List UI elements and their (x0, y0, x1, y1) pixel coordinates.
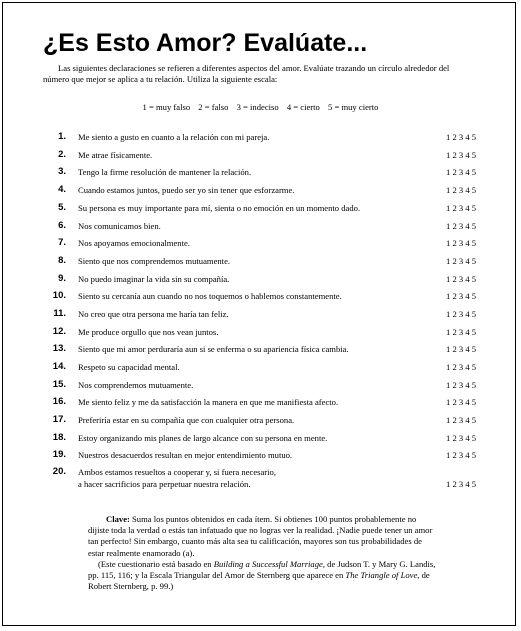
item-rating-options[interactable]: 1 2 3 4 5 (446, 221, 477, 231)
item-statement: Siento que nos comprendemos mutuamente. (78, 256, 231, 266)
item-statement: Respeto su capacidad mental. (78, 362, 180, 372)
item-statement: Su persona es muy importante para mí, sienta o no emoción en un momento dado. (78, 203, 361, 213)
questionnaire-item (0, 396, 521, 410)
item-number: 4. (58, 184, 66, 195)
questionnaire-item (0, 432, 521, 446)
item-rating-options[interactable]: 1 2 3 4 5 (446, 291, 477, 301)
questionnaire-item (0, 290, 521, 304)
source-note (88, 559, 438, 593)
questionnaire-item (0, 414, 521, 428)
questionnaire-item (0, 308, 521, 322)
item-number: 14. (52, 361, 66, 372)
item-rating-options[interactable]: 1 2 3 4 5 (446, 274, 477, 284)
questionnaire-item (0, 361, 521, 375)
item-number: 5. (58, 202, 66, 213)
item-number: 15. (52, 379, 66, 390)
questionnaire-item (0, 449, 521, 463)
item-statement: Nos apoyamos emocionalmente. (78, 238, 190, 248)
key-label: Clave: (106, 514, 130, 524)
questionnaire-item (0, 131, 521, 145)
item-number: 19. (52, 449, 66, 460)
item-rating-options[interactable]: 1 2 3 4 5 (446, 203, 477, 213)
page-title: ¿Es Esto Amor? Evalúate... (43, 29, 368, 57)
item-statement: Me produce orgullo que nos vean juntos. (78, 327, 219, 337)
item-rating-options[interactable]: 1 2 3 4 5 (446, 397, 477, 407)
item-number: 17. (52, 414, 66, 425)
item-rating-options[interactable]: 1 2 3 4 5 (446, 150, 477, 160)
item-statement: No creo que otra persona me haría tan feliz. (78, 309, 229, 319)
item-number: 16. (52, 396, 66, 407)
item-rating-options[interactable]: 1 2 3 4 5 (446, 132, 477, 142)
item-number: 20. (52, 466, 66, 477)
book-title: Building a Successful Marriage (213, 558, 323, 569)
source-text: , de Judson T. y Mary G. Landis, pp. 115, 116; y la Escala Triangular del Amor de Sternberg que aparece en (88, 558, 436, 581)
questionnaire-item (0, 466, 521, 492)
item-statement-line: a hacer sacrificios para perpetuar nuestra relación. (78, 479, 251, 489)
scale-item: 1 = muy falso (142, 102, 191, 112)
item-statement-line: Ambos estamos resueltos a cooperar y, si fuera necesario, (78, 467, 276, 477)
scale-item: 2 = falso (198, 102, 229, 112)
item-rating-options[interactable]: 1 2 3 4 5 (446, 380, 477, 390)
scale-item: 3 = indeciso (236, 102, 279, 112)
key-text: Suma los puntos obtenidos en cada ítem. Si obtienes 100 puntos probablemente no dijiste toda la verdad o estás tan infatuado que no logras ver la realidad. ¡Nadie puede tener un amor tan perfecto! Sin embargo, cuanto más alta sea tu calificación, mayores son tus probabilidades de estar realmente enamorado (a). (88, 514, 433, 558)
item-rating-options[interactable]: 1 2 3 4 5 (446, 167, 477, 177)
scoring-key (88, 514, 438, 592)
item-statement: Siento que mi amor perduraría aun si se enferma o su apariencia física cambia. (78, 344, 349, 354)
item-rating-options[interactable]: 1 2 3 4 5 (446, 309, 477, 319)
item-rating-options[interactable]: 1 2 3 4 5 (446, 256, 477, 266)
item-statement: Nos comprendemos mutuamente. (78, 380, 194, 390)
item-number: 1. (58, 131, 66, 142)
questionnaire-item (0, 202, 521, 216)
item-statement: Me atrae físicamente. (78, 150, 153, 160)
item-rating-options[interactable]: 1 2 3 4 5 (446, 450, 477, 460)
scale-item: 4 = cierto (286, 102, 320, 112)
questionnaire-item (0, 149, 521, 163)
instructions-paragraph: Las siguientes declaraciones se refieren a diferentes aspectos del amor. Evalúate trazando un círculo alrededor del número que mejor se aplica a tu relación. Utiliza la siguiente escala: (43, 63, 450, 84)
item-number: 2. (58, 149, 66, 160)
item-rating-options[interactable]: 1 2 3 4 5 (446, 479, 477, 489)
item-statement: Nos comunicamos bien. (78, 221, 161, 231)
item-rating-options[interactable]: 1 2 3 4 5 (446, 362, 477, 372)
questionnaire-item (0, 326, 521, 340)
questionnaire-item (0, 220, 521, 234)
questionnaire-item (0, 237, 521, 251)
item-statement: Me siento a gusto en cuanto a la relación con mi pareja. (78, 132, 270, 142)
item-statement: Tengo la firme resolución de mantener la relación. (78, 167, 252, 177)
item-number: 9. (58, 273, 66, 284)
scale-item: 5 = muy cierto (328, 102, 379, 112)
questionnaire-item (0, 273, 521, 287)
item-number: 7. (58, 237, 66, 248)
source-text: (Este cuestionario está basado en (98, 558, 214, 569)
item-rating-options[interactable]: 1 2 3 4 5 (446, 185, 477, 195)
key-paragraph (88, 514, 438, 559)
item-rating-options[interactable]: 1 2 3 4 5 (446, 327, 477, 337)
questionnaire-item (0, 343, 521, 357)
item-number: 11. (53, 308, 66, 319)
item-number: 3. (58, 166, 66, 177)
item-statement: Me siento feliz y me da satisfacción la manera en que me manifiesta afecto. (78, 397, 339, 407)
item-statement (78, 466, 438, 490)
item-statement: Estoy organizando mis planes de largo alcance con su persona en mente. (78, 433, 328, 443)
item-statement: Nuestros desacuerdos resultan en mejor entendimiento mutuo. (78, 450, 293, 460)
item-number: 10. (52, 290, 66, 301)
item-number: 6. (58, 220, 66, 231)
item-rating-options[interactable]: 1 2 3 4 5 (446, 415, 477, 425)
questionnaire-item (0, 184, 521, 198)
item-number: 13. (52, 343, 66, 354)
item-number: 18. (52, 432, 66, 443)
item-statement: Preferiría estar en su compañía que con cualquier otra persona. (78, 415, 295, 425)
questionnaire-item (0, 166, 521, 180)
item-rating-options[interactable]: 1 2 3 4 5 (446, 344, 477, 354)
item-number: 8. (58, 255, 66, 266)
source-text: , de Robert Sternberg, p. 99.) (88, 570, 430, 592)
item-number: 12. (52, 326, 66, 337)
item-statement: No puedo imaginar la vida sin su compañía. (78, 274, 230, 284)
item-statement: Cuando estamos juntos, puedo ser yo sin tener que esforzarme. (78, 185, 295, 195)
item-rating-options[interactable]: 1 2 3 4 5 (446, 238, 477, 248)
questionnaire-item (0, 379, 521, 393)
item-rating-options[interactable]: 1 2 3 4 5 (446, 433, 477, 443)
item-statement: Siento su cercanía aun cuando no nos toquemos o hablemos constantemente. (78, 291, 342, 301)
book-title: The Triangle of Love (345, 570, 418, 581)
questionnaire-item (0, 255, 521, 269)
